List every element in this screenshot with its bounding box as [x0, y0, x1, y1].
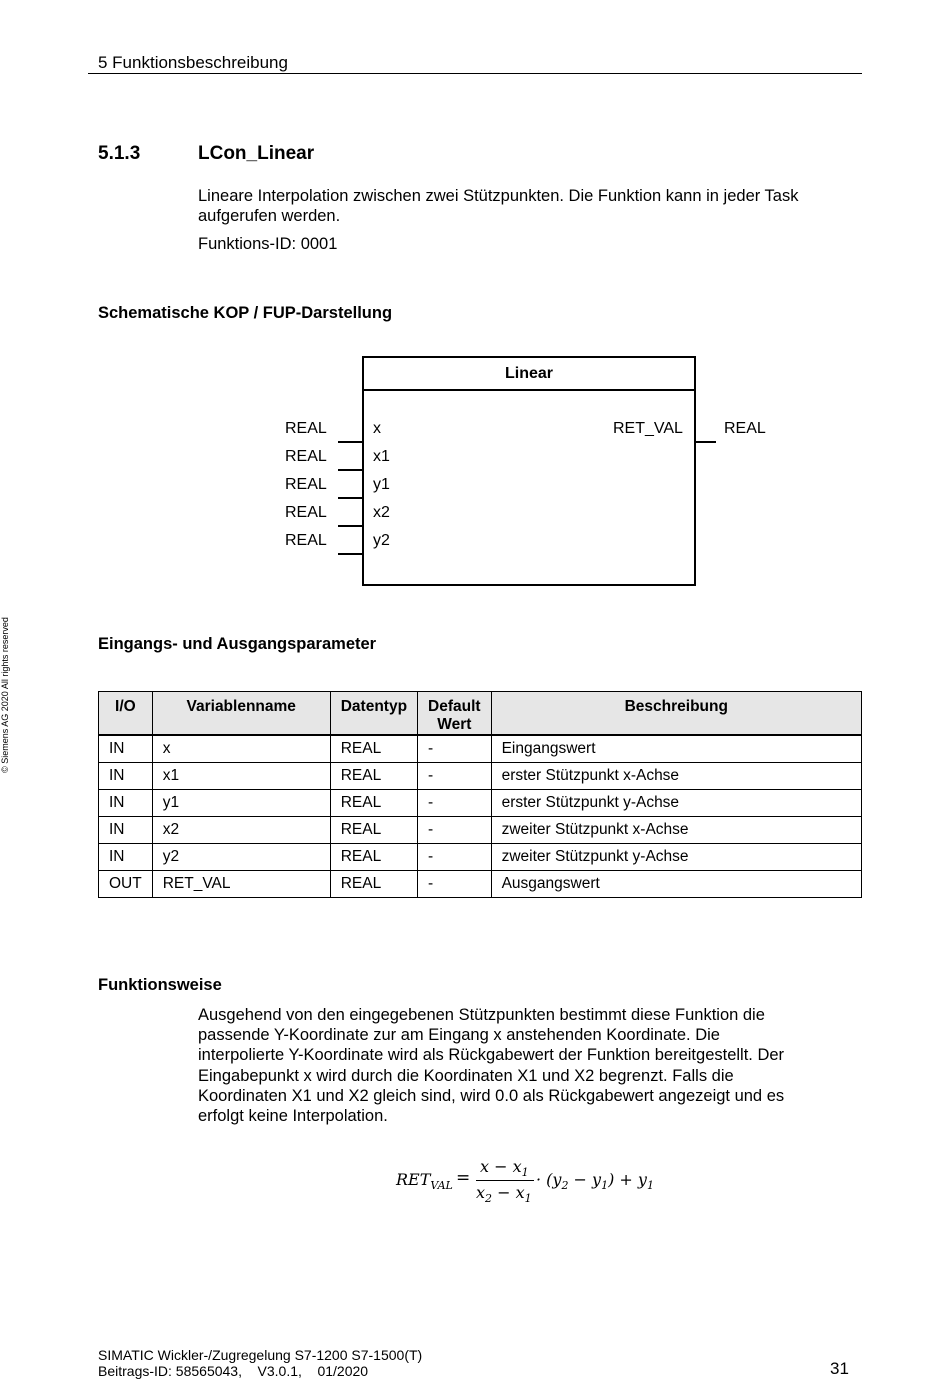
cell-description: Ausgangswert: [491, 871, 861, 898]
formula-den-mid: − x: [492, 1183, 525, 1202]
table-row: [99, 790, 862, 817]
cell-io: IN: [99, 844, 153, 871]
section-title: LCon_Linear: [198, 143, 315, 164]
interpolation-formula: [396, 1150, 656, 1210]
cell-description: erster Stützpunkt x-Achse: [491, 763, 861, 790]
function-id: Funktions-ID: 0001: [198, 235, 338, 253]
cell-default: -: [418, 735, 492, 763]
function-line: Ausgehend von den eingegebenen Stützpunkten bestimmt diese Funktion die: [198, 1006, 765, 1024]
formula-denominator: [476, 1183, 532, 1205]
cell-default: -: [418, 871, 492, 898]
footer-article-id: Beitrags-ID: 58565043, V3.0.1, 01/2020: [98, 1363, 369, 1379]
col-default-line1: Default: [428, 698, 481, 715]
footer-info: [98, 1347, 422, 1379]
input-pin-line: [338, 525, 362, 527]
input-name-y2: y2: [373, 532, 390, 549]
formula-numerator: [480, 1157, 529, 1179]
cell-description: zweiter Stützpunkt x-Achse: [491, 817, 861, 844]
input-name-x1: x1: [373, 448, 390, 465]
cell-io: IN: [99, 790, 153, 817]
col-default-line2: Wert: [437, 716, 472, 733]
cell-name: y2: [152, 844, 330, 871]
cell-type: REAL: [330, 871, 417, 898]
formula-num-sub: 1: [521, 1166, 529, 1180]
formula-den-x: x: [476, 1183, 486, 1202]
input-type-x1: REAL: [285, 448, 327, 465]
col-datentyp: Datentyp: [330, 692, 417, 736]
block-title: Linear: [364, 358, 694, 391]
footer-product: SIMATIC Wickler-/Zugregelung S7-1200 S7-1500(T): [98, 1347, 423, 1363]
input-pin-line: [338, 553, 362, 555]
cell-default: -: [418, 763, 492, 790]
cell-name: x2: [152, 817, 330, 844]
running-header: 5 Funktionsbeschreibung: [98, 53, 288, 72]
input-name-x2: x2: [373, 504, 390, 521]
input-type-y2: REAL: [285, 532, 327, 549]
input-name-y1: y1: [373, 476, 390, 493]
copyright-side-note: © Siemens AG 2020 All rights reserved: [0, 617, 10, 773]
output-pin-line: [694, 441, 716, 443]
function-heading: Funktionsweise: [98, 976, 222, 994]
intro-line-1: Lineare Interpolation zwischen zwei Stützpunkten. Die Funktion kann in jeder Task: [198, 187, 799, 205]
table-row: [99, 844, 862, 871]
formula-rhs-sub2: 1: [601, 1179, 609, 1193]
formula-den-sub2: 1: [524, 1192, 532, 1206]
function-line: Koordinaten X1 und X2 gleich sind, wird 0.0 als Rückgabewert angezeigt und es: [198, 1087, 785, 1105]
formula-den-sub1: 2: [485, 1192, 493, 1206]
col-beschreibung: Beschreibung: [491, 692, 861, 736]
formula-rhs-c: ) + y: [608, 1170, 647, 1189]
cell-description: Eingangswert: [491, 735, 861, 763]
cell-name: y1: [152, 790, 330, 817]
table-row: [99, 871, 862, 898]
function-block: [362, 356, 696, 586]
cell-name: x: [152, 735, 330, 763]
cell-description: zweiter Stützpunkt y-Achse: [491, 844, 861, 871]
cell-io: OUT: [99, 871, 153, 898]
formula-rhs-sub3: 1: [646, 1179, 654, 1193]
intro-line-2: aufgerufen werden.: [198, 207, 341, 225]
page-number: 31: [830, 1359, 849, 1378]
formula-lhs-sub: VAL: [430, 1179, 453, 1193]
section-number: 5.1.3: [98, 143, 141, 164]
formula-lhs-main: RET: [396, 1170, 431, 1189]
input-name-x: x: [373, 420, 381, 437]
formula-rhs-a: · (y: [536, 1170, 562, 1189]
formula-num-main: x − x: [480, 1157, 522, 1176]
input-pin-line: [338, 497, 362, 499]
cell-default: -: [418, 790, 492, 817]
input-pin-line: [338, 441, 362, 443]
function-line: passende Y-Koordinate zur am Eingang x anstehenden Koordinate. Die: [198, 1026, 720, 1044]
formula-rhs-sub1: 2: [561, 1179, 569, 1193]
output-type: REAL: [724, 420, 766, 437]
diagram-heading: Schematische KOP / FUP-Darstellung: [98, 304, 393, 322]
formula-lhs: [396, 1170, 453, 1192]
function-line: Eingabepunkt x wird durch die Koordinaten X1 und X2 begrenzt. Falls die: [198, 1067, 734, 1085]
cell-type: REAL: [330, 735, 417, 763]
cell-default: -: [418, 817, 492, 844]
cell-io: IN: [99, 735, 153, 763]
cell-type: REAL: [330, 763, 417, 790]
cell-type: REAL: [330, 817, 417, 844]
table-row: [99, 763, 862, 790]
input-type-y1: REAL: [285, 476, 327, 493]
cell-default: -: [418, 844, 492, 871]
cell-description: erster Stützpunkt y-Achse: [491, 790, 861, 817]
input-pin-line: [338, 469, 362, 471]
params-heading: Eingangs- und Ausgangsparameter: [98, 635, 377, 653]
fraction-bar: [476, 1180, 534, 1181]
cell-io: IN: [99, 763, 153, 790]
cell-type: REAL: [330, 844, 417, 871]
formula-equals: =: [456, 1168, 471, 1188]
col-io: I/O: [99, 692, 153, 736]
cell-name: RET_VAL: [152, 871, 330, 898]
table-header-row: [99, 692, 862, 736]
col-variablenname: Variablenname: [152, 692, 330, 736]
parameter-table: [98, 691, 862, 898]
function-line: interpolierte Y-Koordinate wird als Rückgabewert der Funktion bereitgestellt. Der: [198, 1046, 785, 1064]
formula-rhs: [536, 1170, 654, 1192]
output-name: RET_VAL: [613, 420, 683, 437]
col-default-wert: [418, 692, 492, 736]
input-type-x2: REAL: [285, 504, 327, 521]
input-type-x: REAL: [285, 420, 327, 437]
header-rule: [88, 73, 862, 74]
table-row: [99, 735, 862, 763]
formula-rhs-b: − y: [568, 1170, 602, 1189]
table-row: [99, 817, 862, 844]
cell-type: REAL: [330, 790, 417, 817]
function-line: erfolgt keine Interpolation.: [198, 1107, 388, 1125]
cell-name: x1: [152, 763, 330, 790]
cell-io: IN: [99, 817, 153, 844]
